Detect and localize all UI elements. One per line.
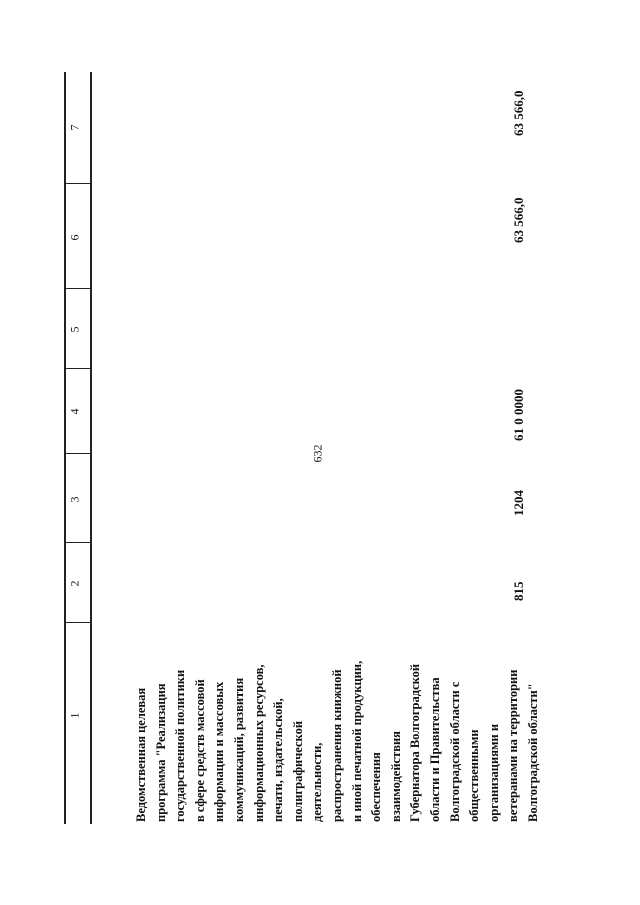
- col-divider: [64, 288, 91, 289]
- cell-code-4: 61 0 0000: [511, 389, 526, 441]
- description-line: информации и массовых: [212, 681, 227, 822]
- column-number-6: 6: [67, 234, 82, 241]
- table-border-header: [90, 72, 92, 824]
- description-line: области и Правительства: [427, 677, 442, 822]
- description-line: общественными: [467, 729, 482, 822]
- col-divider: [64, 453, 91, 454]
- column-number-1: 1: [67, 712, 82, 719]
- column-number-7: 7: [67, 124, 82, 131]
- description-line: организациями и: [486, 723, 501, 822]
- description-line: обеспечения: [369, 752, 384, 822]
- column-number-5: 5: [67, 326, 82, 333]
- column-number-4: 4: [67, 408, 82, 415]
- description-line: Губернатора Волгоградской: [408, 663, 423, 822]
- table-border-top: [64, 72, 66, 824]
- cell-description: [132, 142, 543, 822]
- col-divider: [64, 622, 91, 623]
- description-line: информационных ресурсов,: [251, 664, 266, 822]
- col-divider: [64, 183, 91, 184]
- description-line: и иной печатной продукции,: [349, 660, 364, 822]
- description-line: полиграфической: [290, 720, 305, 822]
- description-line: в сфере средств массовой: [192, 679, 207, 822]
- cell-amount-6: 63 566,0: [511, 197, 526, 243]
- description-line: взаимодействия: [388, 731, 403, 822]
- col-divider: [64, 368, 91, 369]
- col-divider: [64, 542, 91, 543]
- description-line: Волгоградской области с: [447, 681, 462, 822]
- cell-amount-7: 63 566,0: [511, 90, 526, 136]
- description-line: программа "Реализация: [153, 683, 168, 822]
- description-line: государственной политики: [173, 669, 188, 822]
- description-line: Волгоградской области": [525, 683, 540, 822]
- description-line: ветеранами на территории: [506, 669, 521, 822]
- column-number-3: 3: [67, 496, 82, 503]
- column-number-2: 2: [67, 580, 82, 587]
- description-line: печати, издательской,: [271, 698, 286, 822]
- cell-code-3: 1204: [511, 490, 526, 516]
- description-line: деятельности,: [310, 742, 325, 822]
- description-line: распространения книжной: [329, 669, 344, 822]
- description-line: коммуникаций, развития: [231, 677, 246, 822]
- page-number: 632: [310, 444, 325, 463]
- cell-code-2: 815: [511, 581, 526, 601]
- description-line: Ведомственная целевая: [134, 687, 148, 822]
